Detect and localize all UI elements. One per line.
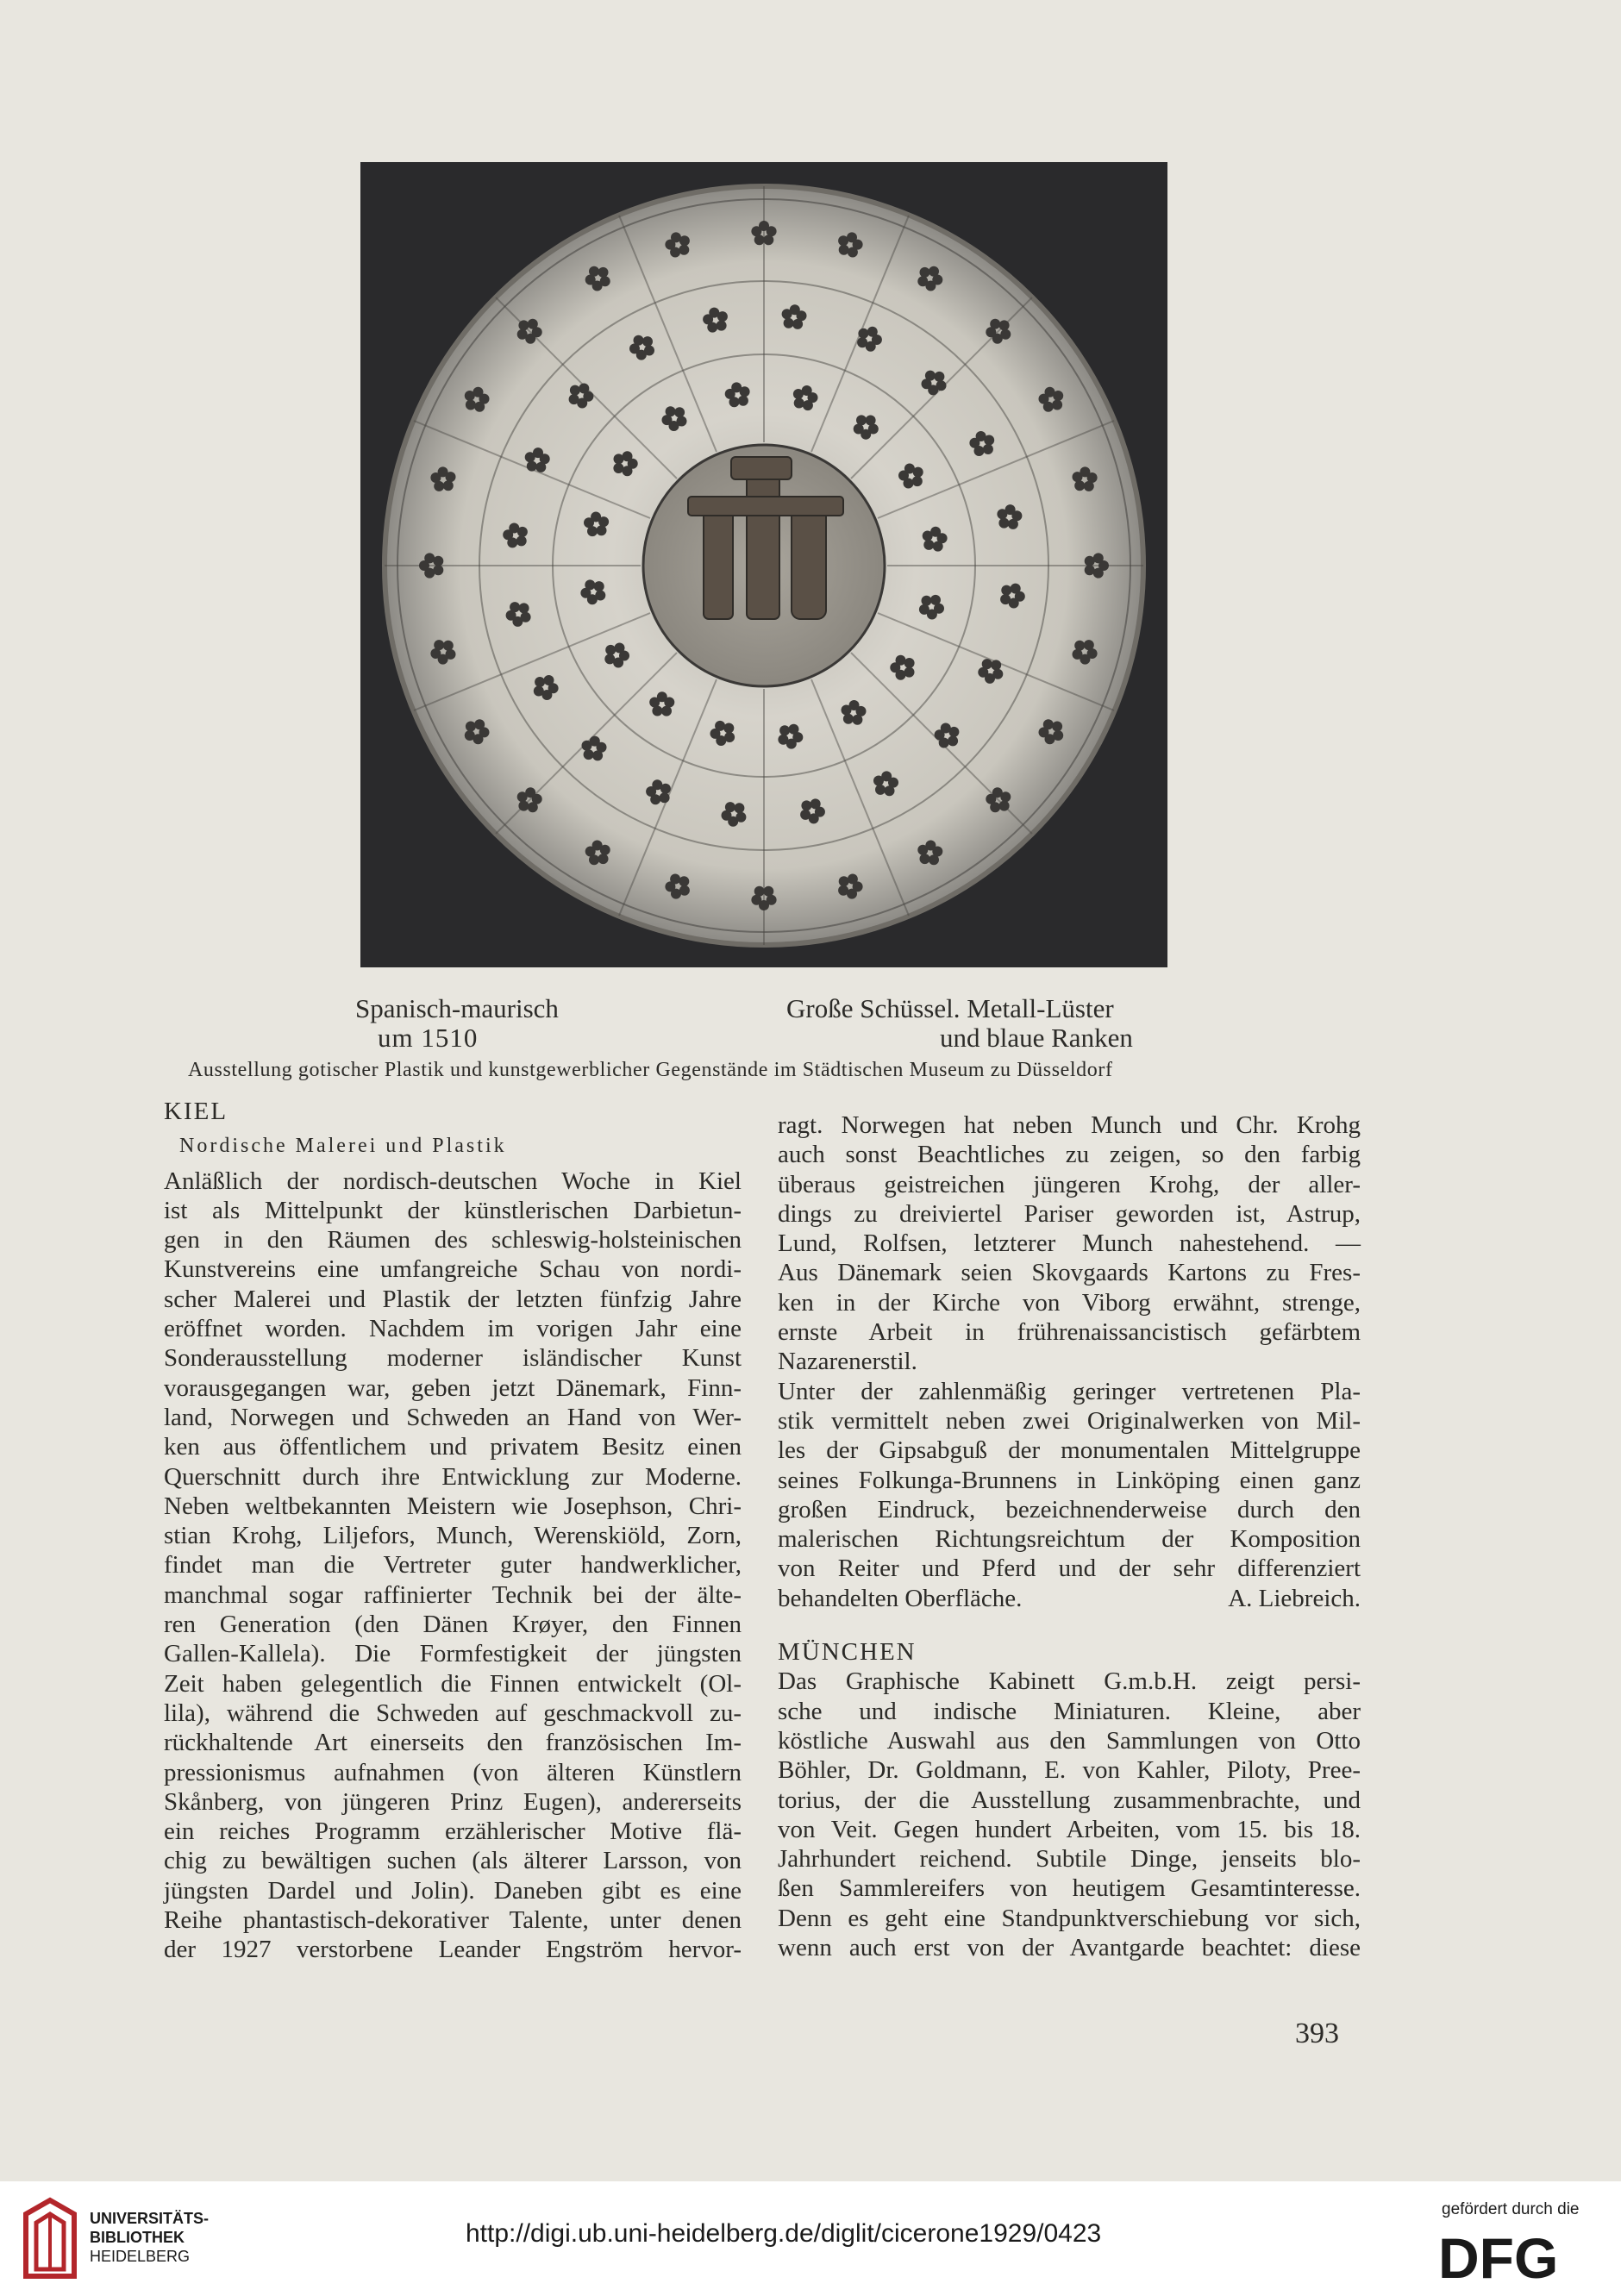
text-line: ken in der Kirche von Viborg erwähnt, strenge, [778, 1288, 1361, 1317]
section-heading-kiel: KIEL [164, 1098, 228, 1125]
right-column [778, 1110, 1361, 1962]
text-line: Querschnitt durch ihre Entwicklung zur Moderne. [164, 1462, 742, 1491]
caption-exhibition: Ausstellung gotischer Plastik und kunstgewerblicher Gegenstände im Städtischen Museum zu Düsseldorf [188, 1059, 1113, 1081]
text-line: Lund, Rolfsen, letzterer Munch nahestehend. — [778, 1229, 1361, 1258]
text-line: vorausgegangen war, geben jetzt Dänemark, Finn- [164, 1373, 742, 1402]
text-line: gen in den Räumen des schleswig-holsteinischen [164, 1226, 742, 1254]
funding-note: gefördert durch die [1442, 2200, 1580, 2218]
text-line: land, Norwegen und Schweden an Hand von Wer- [164, 1403, 742, 1431]
text-line: ren Generation (den Dänen Krøyer, den Finnen [164, 1611, 742, 1639]
text-line: lila), während die Schweden auf geschmackvoll zu- [164, 1699, 742, 1727]
left-column [164, 1097, 742, 1965]
footer-bar [0, 2181, 1621, 2296]
right-paragraph-1 [778, 1110, 1361, 1377]
section-heading-muenchen: MÜNCHEN [778, 1638, 917, 1667]
text-line: Anläßlich der nordisch-deutschen Woche in Kiel [164, 1167, 742, 1195]
text-line: eröffnet worden. Nachdem im vorigen Jahr eine [164, 1315, 742, 1343]
right-paragraph-3 [778, 1667, 1361, 1962]
text-line: ragt. Norwegen hat neben Munch und Chr. Krohg [778, 1111, 1361, 1139]
text-line: malerischen Richtungsreichtum der Komposition [778, 1525, 1361, 1554]
library-line-3: HEIDELBERG [90, 2248, 191, 2265]
text-line: stian Krohg, Liljefors, Munch, Werenskiöld, Zorn, [164, 1522, 742, 1550]
caption-title-cont: und blaue Ranken [940, 1023, 1133, 1053]
text-line: scher Malerei und Plastik der letzten fünfzig Jahre [164, 1285, 742, 1313]
text-line: dings zu dreiviertel Pariser geworden ist, Astrup, [778, 1199, 1361, 1228]
text-line: von Veit. Gegen hundert Arbeiten, vom 15. bis 18. [778, 1815, 1361, 1843]
text-line: Böhler, Dr. Goldmann, E. von Kahler, Piloty, Pree- [778, 1756, 1361, 1785]
section-subheading: Nordische Malerei und Plastik [179, 1135, 507, 1158]
text-line: Neben weltbekannten Meistern wie Josephson, Chri- [164, 1492, 742, 1520]
right-paragraph-2 [778, 1377, 1361, 1584]
plate-photograph [360, 162, 1167, 967]
paragraph-end: behandelten Oberfläche. [778, 1584, 1023, 1612]
text-line: Das Graphische Kabinett G.m.b.H. zeigt persi- [778, 1667, 1361, 1696]
library-line-2: BIBLIOTHEK [90, 2229, 185, 2246]
text-line: chig zu bewältigen suchen (als älterer Larsson, von [164, 1847, 742, 1875]
text-line: ken aus öffentlichem und privatem Besitz einen [164, 1433, 742, 1461]
text-line: stik vermittelt neben zwei Originalwerken von Mil- [778, 1406, 1361, 1435]
dfg-logo-icon [1438, 2228, 1602, 2285]
text-line: rückhaltende Art einerseits den französischen Im- [164, 1729, 742, 1757]
text-line: Denn es geht eine Standpunktverschiebung vor sich, [778, 1904, 1361, 1932]
text-line: pressionismus aufnahmen (von älteren Künstlern [164, 1758, 742, 1786]
text-line: ßen Sammlereifers von heutigem Gesamtinteresse. [778, 1874, 1361, 1903]
text-line: von Reiter und Pferd und der sehr differenziert [778, 1555, 1361, 1583]
left-column-text [164, 1167, 742, 1965]
caption-origin: Spanisch-maurisch [355, 993, 559, 1023]
library-name [90, 2209, 209, 2266]
text-line: les der Gipsabguß der monumentalen Mittelgruppe [778, 1436, 1361, 1465]
text-line: manchmal sogar raffinierter Technik bei der älte- [164, 1580, 742, 1609]
text-line: torius, der die Ausstellung zusammenbrachte, und [778, 1786, 1361, 1814]
text-line: Gallen-Kallela). Die Formfestigkeit der jüngsten [164, 1640, 742, 1668]
text-line: Reihe phantastisch-dekorativer Talente, unter denen [164, 1906, 742, 1935]
text-line: jüngsten Dardel und Jolin). Daneben gibt es eine [164, 1876, 742, 1905]
spacer [778, 1613, 1361, 1637]
text-line: Unter der zahlenmäßig geringer vertretenen Pla- [778, 1377, 1361, 1405]
text-line: Jahrhundert reichend. Subtile Dinge, jenseits blo- [778, 1845, 1361, 1874]
text-line: ist als Mittelpunkt der künstlerischen Darbietun- [164, 1196, 742, 1224]
signature-row [778, 1584, 1361, 1613]
text-line: Zeit haben gelegentlich die Finnen entwickelt (Ol- [164, 1669, 742, 1698]
text-line: überaus geistreichen jüngeren Krohg, der aller- [778, 1170, 1361, 1198]
text-line: seines Folkunga-Brunnens in Linköping einen ganz [778, 1466, 1361, 1494]
text-line: Sonderausstellung moderner isländischer Kunst [164, 1344, 742, 1373]
caption-date: um 1510 [378, 1023, 479, 1053]
permalink-url[interactable]: http://digi.ub.uni-heidelberg.de/diglit/cicerone1929/0423 [466, 2219, 1102, 2248]
text-line: köstliche Auswahl aus den Sammlungen von Otto [778, 1726, 1361, 1755]
author-signature: A. Liebreich. [1228, 1584, 1361, 1612]
text-line: Aus Dänemark seien Skovgaards Kartons zu Fres- [778, 1259, 1361, 1287]
text-line: Nazarenerstil. [778, 1348, 917, 1376]
text-line: ernste Arbeit in frührenaissancistisch gefärbtem [778, 1318, 1361, 1347]
text-line: Kunstvereins eine umfangreiche Schau von nordi- [164, 1255, 742, 1284]
text-line: sche und indische Miniaturen. Kleine, aber [778, 1697, 1361, 1725]
caption-title: Große Schüssel. Metall-Lüster [786, 993, 1114, 1023]
text-line: ein reiches Programm erzählerischer Motive flä- [164, 1817, 742, 1846]
university-library-logo-icon [19, 2197, 79, 2283]
page-number: 393 [1295, 2018, 1339, 2049]
text-line: großen Eindruck, bezeichnenderweise durch den [778, 1495, 1361, 1523]
text-line: findet man die Vertreter guter handwerklicher, [164, 1551, 742, 1580]
text-line: wenn auch erst von der Avantgarde beachtet: diese [778, 1934, 1361, 1962]
text-line: auch sonst Beachtliches zu zeigen, so den farbig [778, 1141, 1361, 1169]
text-line: der 1927 verstorbene Leander Engström hervor- [164, 1936, 742, 1964]
lustreware-dish-image [360, 162, 1167, 967]
library-line-1: UNIVERSITÄTS- [90, 2210, 210, 2227]
text-line: Skånberg, von jüngeren Prinz Eugen), andererseits [164, 1787, 742, 1816]
dfg-logo-text: DFG [1438, 2228, 1559, 2285]
